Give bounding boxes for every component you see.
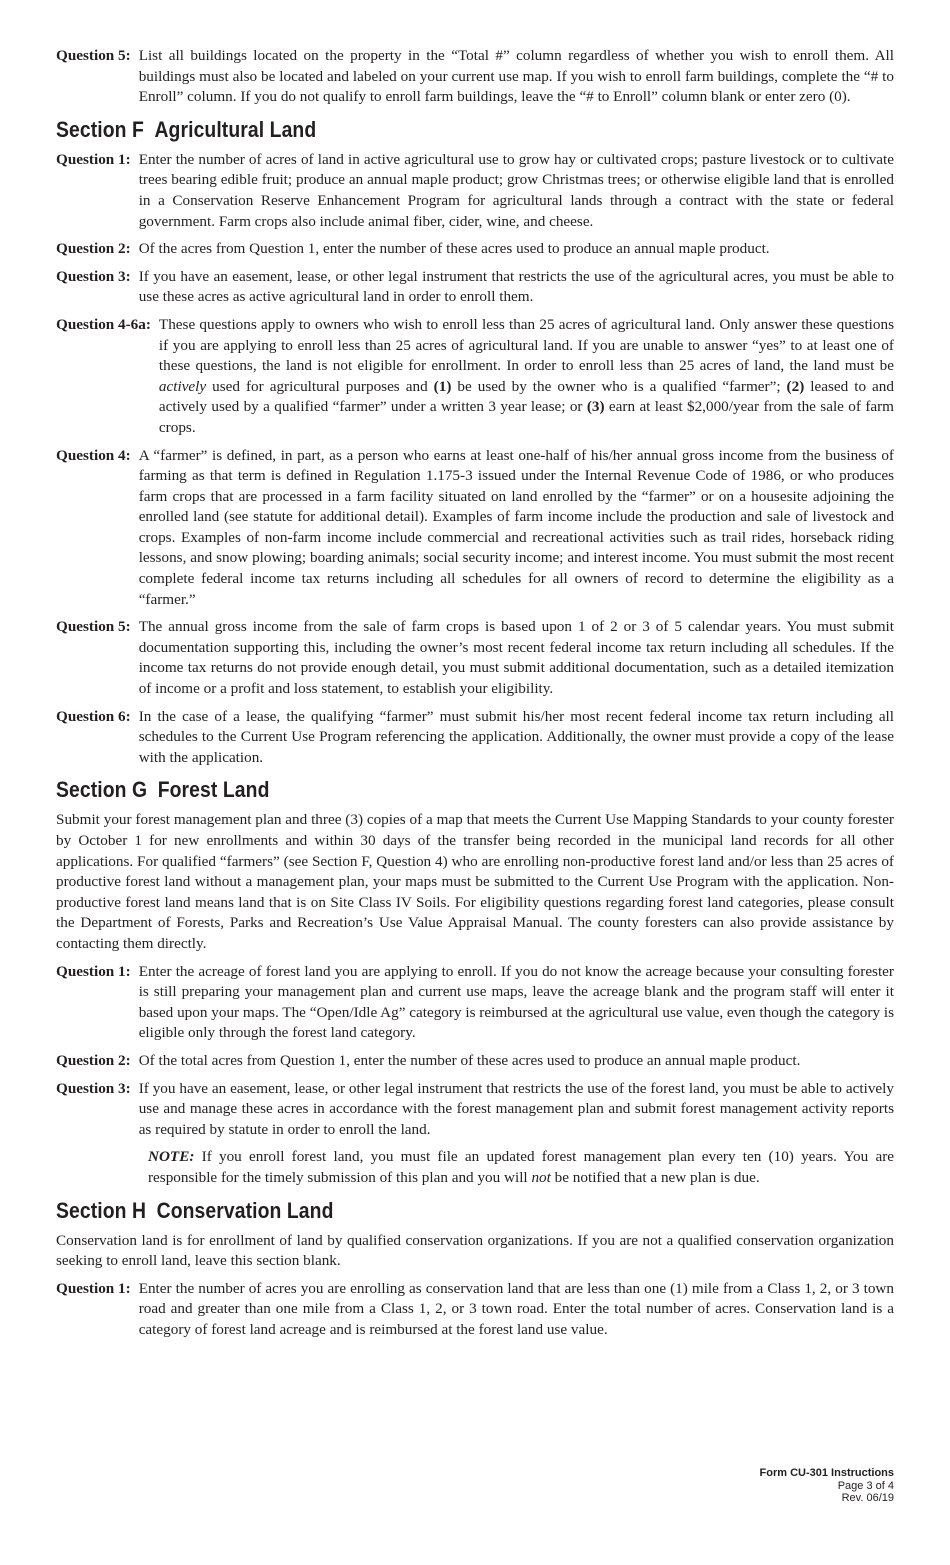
section-g-heading <box>56 776 793 804</box>
text-run: be used by the owner who is a qualified “farmer”; <box>451 377 787 395</box>
section-f-question-1 <box>56 150 894 232</box>
question-label: Question 3: <box>56 267 131 285</box>
text-run: leased to and actively used by a qualified “farmer” under a written 3 year lease; or <box>158 377 894 416</box>
section-f-question-5 <box>56 617 894 699</box>
question-text: If you have an easement, lease, or other legal instrument that restricts the use of the agricultural acres, you must be able to use these acres as active agricultural land in order to enroll them. <box>138 267 894 306</box>
form-name: Form CU-301 Instructions <box>759 1467 894 1479</box>
question-label: Question 5: <box>56 47 131 64</box>
question-text: List all buildings located on the property in the “Total #” column regardless of whether you wish to enroll them. All buildings must also be located and labeled on your current use map. If you wish to enroll farm buildings, complete the “# to Enroll” column. If you do not qualify to enroll farm buildings, leave the “# to Enroll” column blank or enter zero (0). <box>138 47 894 106</box>
section-g-question-2 <box>56 1051 894 1072</box>
text-run: earn at least $2,000/year from the sale of farm crops. <box>158 398 894 436</box>
document-page <box>56 46 894 1347</box>
section-g-note <box>148 1147 894 1188</box>
question-text: Of the total acres from Question 1, enter the number of these acres used to produce an annual maple product. <box>138 1051 801 1069</box>
question-text: A “farmer” is defined, in part, as a person who earns at least one-half of his/her annual gross income from the business of farming as that term is defined in Regulation 1.175-3 issued under the Internal Revenue Code of 1986, or who produces farm crops that are processed in a farm facility situated on land enrolled by the “farmer” or on a housesite adjoining the enrolled land (see statute for additional detail). Examples of farm income include the production and sale of livestock and crops. Examples of non-farm income include commercial and recreational activities such as trail rides, horseback riding lessons, and snow plowing; boarding animals; social security income; and interest income. You must submit the most recent complete federal income tax returns including all schedules for all owners of record to determine the eligibility as a “farmer.” <box>138 446 894 608</box>
question-text: Enter the number of acres of land in active agricultural use to grow hay or cultivated crops; pasture livestock or to cultivate trees bearing edible fruit; produce an annual maple product; grow Christmas trees; or otherwise eligible land that is enrolled in a Conservation Reserve Enhancement Program for agricultural lands through a contract with the state or federal government. Farm crops also include animal fiber, cider, wine, and cheese. <box>138 150 894 230</box>
page-number: Page 3 of 4 <box>837 1479 894 1492</box>
section-title: Forest Land <box>157 777 270 803</box>
question-label: Question 6: <box>56 707 131 725</box>
question-text: Enter the acreage of forest land you are applying to enroll. If you do not know the acreage because your consulting forester is still preparing your management plan and current use maps, leave the acreage blank and the program staff will enter it based upon your maps. The “Open/Idle Ag” category is reimbursed at the agricultural use value, even though the category is eligible only through the forest land category. <box>138 962 894 1042</box>
section-g-question-1 <box>56 962 894 1044</box>
question-label: Question 2: <box>56 240 131 258</box>
question-label: Question 3: <box>56 1079 131 1097</box>
bold-marker: (1) <box>433 377 452 395</box>
section-title: Conservation Land <box>156 1197 334 1223</box>
question-label: Question 4: <box>56 446 131 464</box>
text-run: be notified that a new plan is due. <box>550 1168 760 1186</box>
question-text: The annual gross income from the sale of farm crops is based upon 1 of 2 or 3 of 5 calendar years. You must submit documentation supporting this, including the owner’s most recent federal income tax return including all schedules. If the income tax returns do not provide enough detail, you must submit additional documentation, such as a detailed itemization of income or a profit and loss statement, to establish your eligibility. <box>138 618 894 698</box>
bold-marker: (3) <box>586 398 605 416</box>
text-run: If you enroll forest land, you must file an updated forest management plan every ten (10) years. You are responsible for the timely submission of this plan and you will <box>148 1148 894 1186</box>
revision-date: Rev. 06/19 <box>841 1492 894 1504</box>
question-text: Enter the number of acres you are enrolling as conservation land that are less than one (1) mile from a Class 1, 2, or 3 town road and greater than one mile from a Class 1, 2, or 3 town road. Enter the total number of acres. Conservation land is a category of forest land acreage and is reimbursed at the forest land use value. <box>138 1279 894 1338</box>
section-h-heading <box>56 1197 793 1225</box>
question-label: Question 2: <box>56 1051 131 1069</box>
question-label: Question 1: <box>56 150 131 168</box>
emphasis-text: actively <box>158 377 207 395</box>
note-label: NOTE: <box>148 1148 195 1166</box>
section-g-question-3 <box>56 1079 894 1141</box>
section-title: Agricultural Land <box>154 116 317 142</box>
section-g-intro: Submit your forest management plan and three (3) copies of a map that meets the Current Use Mapping Standards to your county forester by October 1 for new enrollments and within 30 days of the transfer being recorded in the municipal land records for all other applications. For qualified “farmers” (see Section F, Question 4) who are enrolling non-productive forest land and/or less than 25 acres of productive forest land without a management plan, your maps must be submitted to the Current Use Program with the application. Non-productive forest land means land that is on Site Class IV Soils. For eligibility questions regarding forest land categories, please consult the Department of Forests, Parks and Recreation’s Use Value Appraisal Manual. The county foresters can also provide assistance by contacting them directly. <box>56 811 894 952</box>
page-footer <box>760 1467 894 1505</box>
question-label: Question 4-6a: <box>56 315 151 333</box>
section-code: Section G <box>56 777 148 803</box>
question-label: Question 5: <box>56 618 131 636</box>
question-text: In the case of a lease, the qualifying “farmer” must submit his/her most recent federal income tax return including all schedules to the Current Use Program referencing the application. Additionally, the owner must provide a copy of the lease with the application. <box>138 707 894 766</box>
section-f-question-3 <box>56 267 894 308</box>
section-f-question-4-6a <box>56 315 894 439</box>
section-h-question-1 <box>56 1279 894 1341</box>
section-h-intro: Conservation land is for enrollment of land by qualified conservation organizations. If you are not a qualified conservation organization seeking to enroll land, leave this section blank. <box>56 1231 894 1270</box>
question-text <box>159 315 894 439</box>
bold-marker: (2) <box>786 377 805 395</box>
section-f-question-6 <box>56 707 894 769</box>
question-text: Of the acres from Question 1, enter the number of these acres used to produce an annual maple product. <box>138 240 770 258</box>
section-f-question-2 <box>56 239 894 260</box>
emphasis-text: not <box>531 1168 551 1186</box>
text-run: These questions apply to owners who wish to enroll less than 25 acres of agricultural land. Only answer these questions if you are applying to enroll less than 25 acres of agricultural land. If you are unable to answer “yes” to at least one of these questions, the land is not eligible for enrollment. In order to enroll less than 25 acres of land, the land must be <box>158 315 894 375</box>
section-code: Section H <box>56 1197 147 1223</box>
section-f-heading <box>56 116 793 144</box>
text-run: used for agricultural purposes and <box>206 377 434 395</box>
question-text: If you have an easement, lease, or other legal instrument that restricts the use of the forest land, you must be able to actively use and manage these acres in accordance with the forest management plan and submit forest management activity reports as required by statute in order to enroll the land. <box>138 1079 894 1138</box>
question-label: Question 1: <box>56 1279 131 1297</box>
section-code: Section F <box>56 116 144 142</box>
question-label: Question 1: <box>56 962 131 980</box>
section-e-question-5 <box>56 46 894 108</box>
section-f-question-4 <box>56 446 894 611</box>
